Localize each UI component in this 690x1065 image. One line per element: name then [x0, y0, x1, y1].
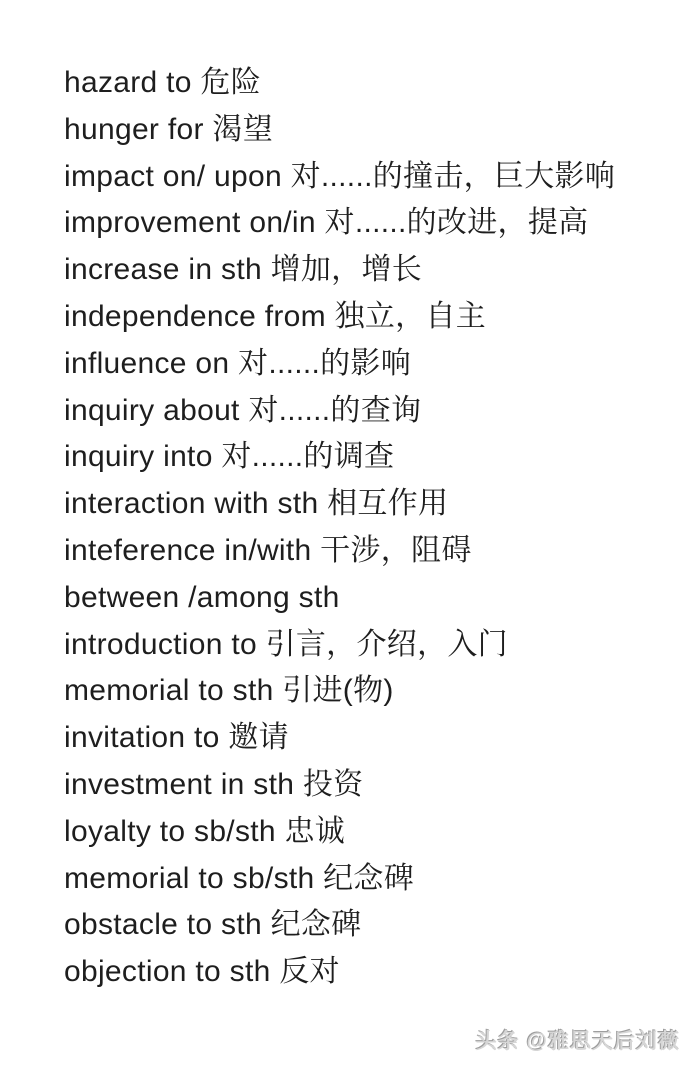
vocab-line: inteference in/with 干涉，阻碍 — [64, 533, 472, 567]
vocab-line: independence from 独立，自主 — [64, 299, 487, 333]
vocab-line: invitation to 邀请 — [64, 721, 289, 755]
vocab-line: memorial to sth 引进(物) — [64, 674, 394, 708]
vocab-line: introduction to 引言，介绍，入门 — [64, 627, 508, 661]
vocab-line: inquiry about 对......的查询 — [64, 393, 422, 427]
vocab-line: improvement on/in 对......的改进，提高 — [64, 206, 589, 240]
vocab-line: obstacle to sth 纪念碑 — [64, 908, 362, 942]
vocab-line: loyalty to sb/sth 忠诚 — [64, 814, 346, 848]
vocab-line: investment in sth 投资 — [64, 767, 364, 801]
vocab-line: memorial to sb/sth 纪念碑 — [64, 861, 415, 895]
vocab-line: interaction with sth 相互作用 — [64, 487, 449, 521]
vocab-line: hunger for 渴望 — [64, 112, 273, 146]
vocab-line: between /among sth — [64, 580, 340, 614]
vocab-line: objection to sth 反对 — [64, 955, 340, 989]
vocab-line: impact on/ upon 对......的撞击，巨大影响 — [64, 159, 616, 193]
vocab-line: hazard to 危险 — [64, 66, 262, 99]
vocab-line: increase in sth 增加，增长 — [64, 253, 423, 287]
watermark-text: 头条 @雅思天后刘薇 — [475, 1030, 680, 1053]
vocab-list — [64, 60, 615, 996]
vocab-line: influence on 对......的影响 — [64, 346, 412, 380]
vocab-line: inquiry into 对......的调查 — [64, 440, 395, 474]
watermark — [476, 1025, 680, 1055]
